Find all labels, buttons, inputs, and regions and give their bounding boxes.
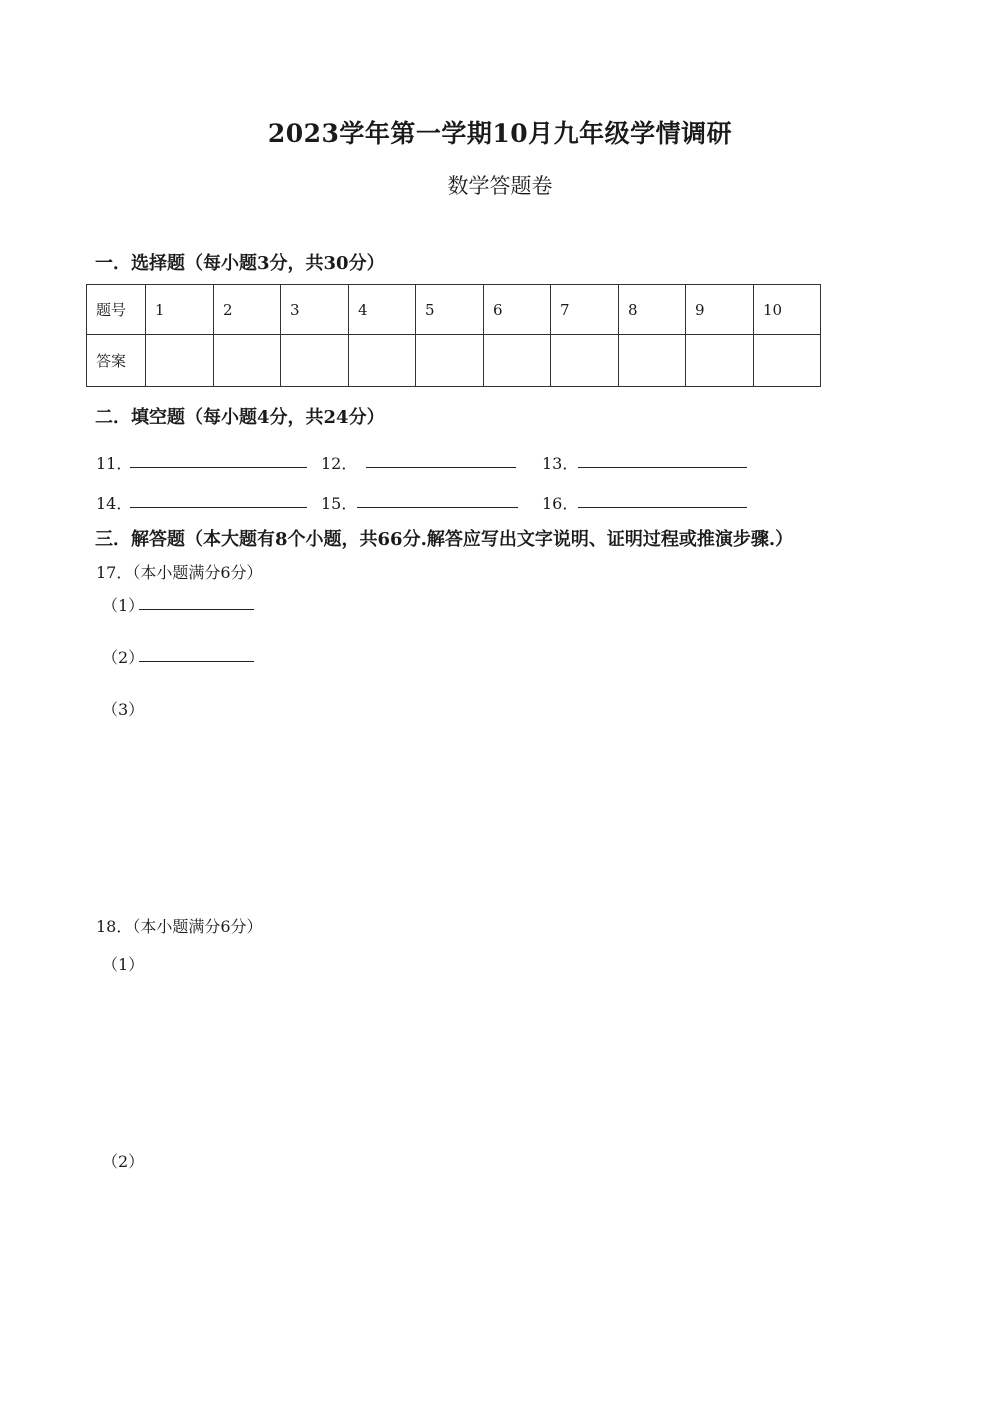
fill-in-blank-16[interactable] <box>578 507 747 508</box>
fill-in-label-11: 11． <box>96 454 133 473</box>
fill-in-blank-13[interactable] <box>578 467 747 468</box>
question-number-cell: 10 <box>754 285 821 335</box>
section-heading-problems: 三．解答题（本大题有8个小题，共66分.解答应写出文字说明、证明过程或推演步骤.） <box>95 529 794 550</box>
fill-in-label-14: 14． <box>96 494 133 513</box>
page-title: 2023学年第一学期10月九年级学情调研 <box>267 119 733 148</box>
q17-part-2-label: （2） <box>102 648 145 667</box>
question-number-cell: 6 <box>484 285 551 335</box>
fill-in-blank-12[interactable] <box>366 467 516 468</box>
question-17-label: 17．（本小题满分6分） <box>96 563 263 582</box>
fill-in-label-16: 16． <box>542 494 579 513</box>
answer-cell[interactable] <box>484 335 551 387</box>
question-number-cell: 3 <box>281 285 349 335</box>
question-number-cell: 8 <box>619 285 686 335</box>
question-number-cell: 4 <box>349 285 416 335</box>
fill-in-label-13: 13． <box>542 454 579 473</box>
answer-cell[interactable] <box>686 335 754 387</box>
question-number-cell: 1 <box>146 285 214 335</box>
fill-in-blank-15[interactable] <box>357 507 518 508</box>
answer-row <box>87 335 821 387</box>
section-heading-multiple-choice: 一．选择题（每小题3分，共30分） <box>95 253 385 274</box>
answer-cell[interactable] <box>146 335 214 387</box>
q17-part-1-label: （1） <box>102 596 145 615</box>
q17-part-1-blank[interactable] <box>139 609 254 610</box>
question-18-label: 18．（本小题满分6分） <box>96 917 263 936</box>
answer-cell[interactable] <box>551 335 619 387</box>
question-number-cell: 9 <box>686 285 754 335</box>
answer-cell[interactable] <box>754 335 821 387</box>
answer-cell[interactable] <box>349 335 416 387</box>
fill-in-label-12: 12． <box>321 454 358 473</box>
answer-cell[interactable] <box>416 335 484 387</box>
fill-in-label-15: 15． <box>321 494 358 513</box>
q18-part-2-label: （2） <box>102 1152 145 1171</box>
q17-part-3-label: （3） <box>102 700 145 719</box>
question-number-cell: 7 <box>551 285 619 335</box>
row-label-answer: 答案 <box>87 335 146 387</box>
page-subtitle: 数学答题卷 <box>447 174 553 198</box>
row-label-question-number: 题号 <box>87 285 146 335</box>
question-number-row <box>87 285 821 335</box>
section-heading-fill-in: 二．填空题（每小题4分，共24分） <box>95 407 385 428</box>
answer-grid <box>86 284 821 387</box>
fill-in-blank-14[interactable] <box>130 507 307 508</box>
q17-part-2-blank[interactable] <box>139 661 254 662</box>
answer-cell[interactable] <box>281 335 349 387</box>
answer-cell[interactable] <box>619 335 686 387</box>
q18-part-1-label: （1） <box>102 955 145 974</box>
question-number-cell: 2 <box>214 285 281 335</box>
fill-in-blank-11[interactable] <box>130 467 307 468</box>
question-number-cell: 5 <box>416 285 484 335</box>
answer-cell[interactable] <box>214 335 281 387</box>
